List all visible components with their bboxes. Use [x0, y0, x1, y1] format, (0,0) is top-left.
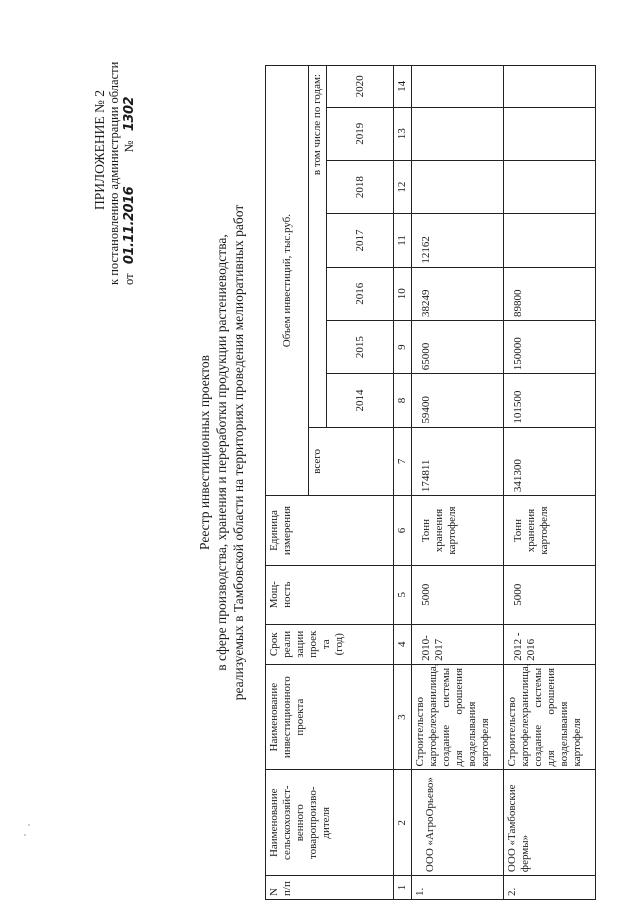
row-year-value: 101500 — [504, 374, 596, 427]
appendix-decree-line: к постановлению администрации области — [107, 61, 121, 285]
handwritten-number: 1302 — [122, 96, 137, 132]
column-number: 4 — [394, 624, 412, 664]
header-project: Наименование инвестиционного проекта — [266, 664, 394, 770]
header-year: 2014 — [327, 374, 394, 427]
header-row-1 — [266, 66, 309, 900]
document-title — [196, 200, 247, 705]
column-number: 3 — [394, 664, 412, 770]
row-project: Строительство картофелехранилища, создание системы для орошения возделывания картофеля — [412, 664, 504, 770]
from-label: от — [122, 273, 136, 285]
row-term: 2010-2017 — [412, 624, 504, 664]
header-year: 2017 — [327, 214, 394, 267]
row-capacity: 5000 — [504, 565, 596, 624]
table-row — [412, 66, 504, 900]
row-year-value — [504, 214, 596, 267]
table-row — [504, 66, 596, 900]
header-by-years: в том числе по годам: — [309, 66, 327, 428]
row-year-value — [412, 107, 504, 160]
column-number: 9 — [394, 320, 412, 373]
column-number: 8 — [394, 374, 412, 427]
row-year-value — [504, 107, 596, 160]
header-num: N п/п — [266, 876, 394, 900]
row-year-value: 59400 — [412, 374, 504, 427]
header-year: 2018 — [327, 160, 394, 213]
title-line-2: в сфере производства, хранения и переработки продукции растениеводства, — [214, 234, 229, 671]
title-line-3: реализуемых в Тамбовской области на территориях проведения мелиоративных работ — [231, 204, 246, 701]
appendix-header — [92, 25, 137, 285]
column-number: 5 — [394, 565, 412, 624]
header-year: 2019 — [327, 107, 394, 160]
header-year: 2016 — [327, 267, 394, 320]
row-year-value: 38249 — [412, 267, 504, 320]
handwritten-date: 01.11.2016 — [122, 186, 137, 265]
row-year-value: 65000 — [412, 320, 504, 373]
row-year-value — [412, 160, 504, 213]
column-number: 10 — [394, 267, 412, 320]
header-producer: Наименование сельскохозяйст-венного товаропроизво-дителя — [266, 770, 394, 876]
row-year-value — [504, 160, 596, 213]
column-number: 2 — [394, 770, 412, 876]
investment-registry-table — [265, 65, 596, 900]
row-total: 174811 — [412, 427, 504, 496]
header-total: всего — [309, 427, 394, 496]
row-unit: Тонн хранения картофеля — [504, 496, 596, 566]
row-num: 1. — [412, 876, 504, 900]
row-year-value — [412, 66, 504, 108]
row-capacity: 5000 — [412, 565, 504, 624]
appendix-heading: ПРИЛОЖЕНИЕ № 2 — [92, 89, 107, 211]
row-producer: ООО «АгроОрьево» — [412, 770, 504, 876]
header-year: 2020 — [327, 66, 394, 108]
column-number: 12 — [394, 160, 412, 213]
title-line-1: Реестр инвестиционных проектов — [197, 355, 212, 550]
row-unit: Тонн хранения картофеля — [412, 496, 504, 566]
row-producer: ООО «Тамбовские фермы» — [504, 770, 596, 876]
header-investment: Объем инвестиций, тыс.руб. — [266, 66, 309, 496]
row-year-value — [504, 66, 596, 108]
row-num: 2. — [504, 876, 596, 900]
row-project: Строительство картофелехранилища, создание системы для орошения возделывания картофеля — [504, 664, 596, 770]
header-unit: Единица измерения — [266, 496, 394, 566]
column-number: 13 — [394, 107, 412, 160]
column-number-row — [394, 66, 412, 900]
row-year-value: 12162 — [412, 214, 504, 267]
column-number: 7 — [394, 427, 412, 496]
row-total: 341300 — [504, 427, 596, 496]
row-year-value: 150000 — [504, 320, 596, 373]
row-term: 2012 - 2016 — [504, 624, 596, 664]
column-number: 11 — [394, 214, 412, 267]
column-number: 6 — [394, 496, 412, 566]
column-number: 14 — [394, 66, 412, 108]
appendix-date-number-line — [122, 25, 137, 285]
column-number: 1 — [394, 876, 412, 900]
header-capacity: Мощ-ность — [266, 565, 394, 624]
number-label: № — [122, 140, 136, 153]
row-year-value: 89800 — [504, 267, 596, 320]
header-term: Срок реали зации проек та (год) — [266, 624, 394, 664]
header-year: 2015 — [327, 320, 394, 373]
